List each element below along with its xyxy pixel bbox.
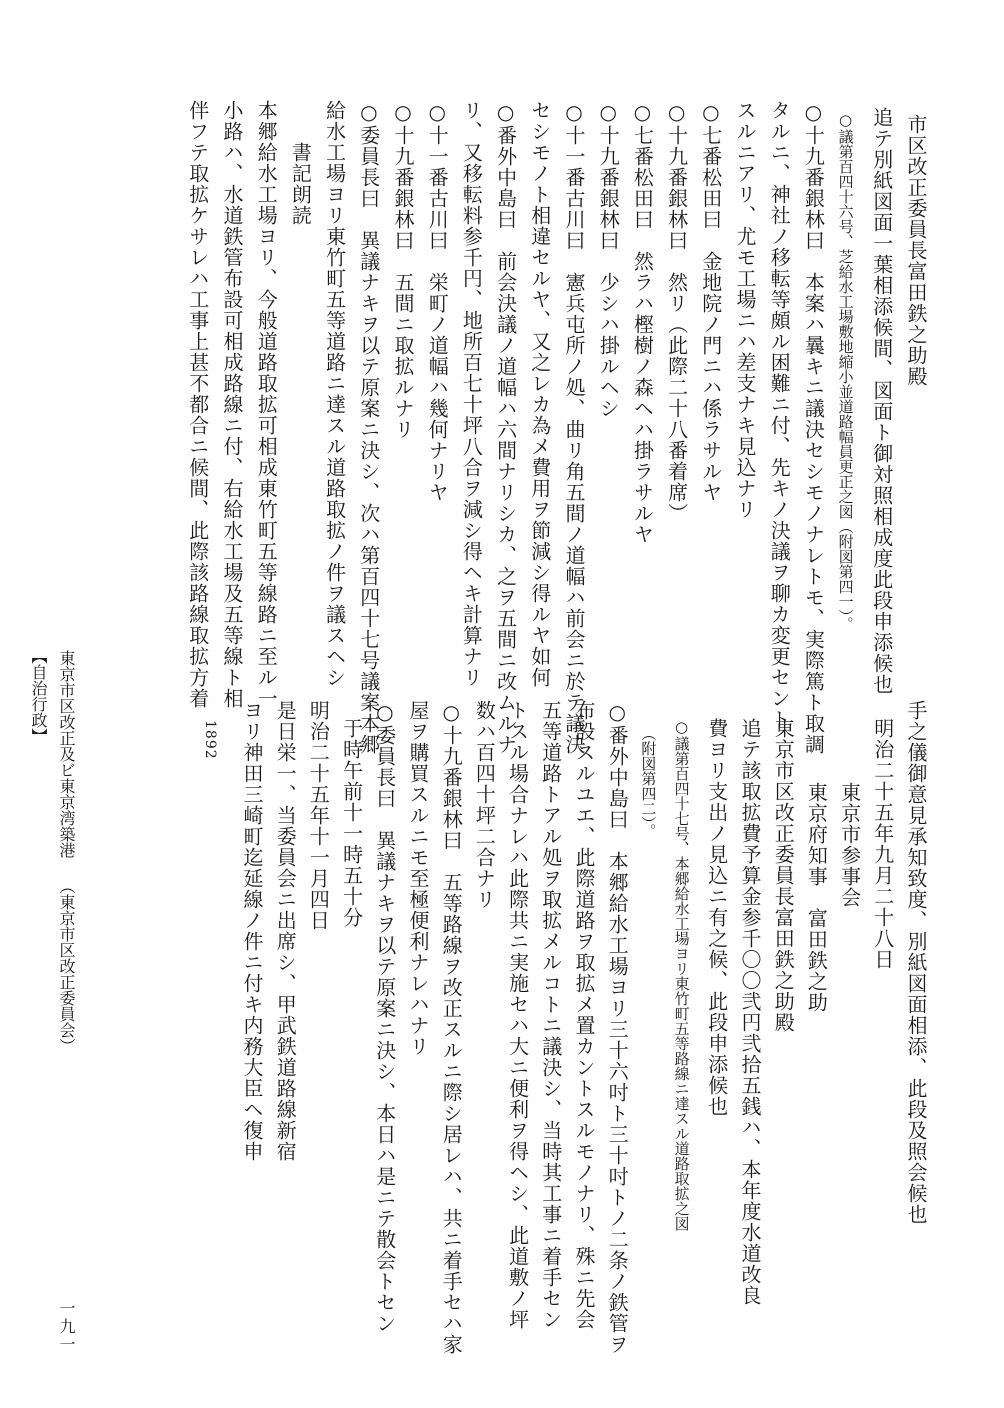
lower-text-line: 費ヨリ支出ノ見込ニ有之候、此段申添候也 (704, 718, 729, 1117)
upper-text-line: リ、又移転料参千円、地所百七十坪八合ヲ減シ得ヘキ計算ナリ (459, 100, 484, 688)
upper-text-line: ○十九番銀林曰 然リ（此際二十八番着席） (664, 100, 689, 524)
upper-text-line: ○十一番古川曰 栄町ノ道幅ハ幾何ナリヤ (425, 100, 450, 503)
upper-text-line: ○十九番銀林曰 五間ニ取拡ルナリ (391, 100, 415, 440)
upper-text-line: 小路ハ、水道鉄管布設可相成路線ニ付、右給水工場及五等線ト相 (220, 100, 244, 709)
lower-text-line: 布設スルユエ、此際道路ヲ取拡メ置カントスルモノナリ、殊ニ先会 (572, 700, 596, 1330)
lower-text-line: 明治二十五年十一月四日 (306, 700, 331, 931)
upper-text-line: タルニ、神社ノ移転等頗ル困難ニ付、先キノ決議ヲ聊カ変更セント (767, 100, 792, 730)
upper-text-line: ○七番松田曰 金地院ノ門ニハ係ラサルヤ (698, 100, 723, 503)
upper-text-line: 市区改正委員長富田鉄之助殿 (904, 114, 928, 387)
lower-text-line: 東京府知事 富田鉄之助 (804, 782, 829, 1013)
lower-text-line: 是日栄一、当委員会ニ出席シ、甲武鉄道路線新宿 (273, 700, 298, 1162)
lower-text-line: 于時午前十一時五十分 (339, 718, 364, 928)
page-number: 一九一 (57, 1300, 76, 1354)
lower-text-line: ○議第百四十七号、本郷給水工場ヨリ東竹町五等路線ニ達スル道路取拡之図 (672, 718, 691, 1231)
upper-text-line: 追テ別紙図面一葉相添候間、図面ト御対照相成度此段申添候也 (869, 107, 894, 695)
upper-text-line: ○十九番銀林曰 本案ハ曩キニ議決セシモノナレトモ、実際篤ト取調 (801, 100, 826, 755)
lower-text-line: トスル場合ナレハ此際共ニ実施セハ大ニ便利ヲ得ヘシ、此道敷ノ坪 (505, 700, 530, 1330)
upper-text-line: 給水工場ヨリ東竹町五等道路ニ達スル道路取拡ノ件ヲ議スヘシ (322, 100, 347, 688)
lower-text-line: 手之儀御意見承知致度、別紙図面相添、此段及照会候也 (904, 700, 928, 1225)
lower-text-line: 五等道路トアル処ヲ取拡メルコトニ議決シ、当時其工事ニ着手セン (538, 700, 563, 1330)
footer-section-title (58, 650, 74, 1054)
upper-text-line: セシモノト相違セルヤ、又之レカ為メ費用ヲ節減シ得ルヤ如何 (527, 100, 552, 688)
lower-text-line: （附図第四二）。 (639, 726, 658, 839)
upper-text-line: ○七番松田曰 然ラハ樫樹ノ森ヘハ掛ラサルヤ (630, 100, 655, 545)
upper-text-line: ○十九番銀林曰 少シハ掛ルヘシ (596, 100, 621, 419)
lower-text-line: 数ハ百四十坪二合ナリ (472, 700, 497, 910)
footer-subtitle: （東京市区改正委員会） (57, 878, 76, 1054)
upper-text-line: スルニアリ、尤モ工場ニハ差支ナキ見込ナリ (733, 100, 757, 520)
year-note: 1892 (202, 720, 218, 760)
upper-text-line: 書記朗読 (288, 142, 313, 226)
lower-text-line: ○番外中島曰 本郷給水工場ヨリ三十六吋ト三十吋トノ二条ノ鉄管ヲ (605, 700, 630, 1355)
lower-text-line: ヨリ神田三崎町迄延線ノ件ニ付キ内務大臣ヘ復申 (240, 700, 264, 1162)
lower-text-line: ○十九番銀林曰 五等路線ヲ改正スルニ際シ居レハ、共ニ着手セハ家 (439, 700, 464, 1355)
footer-series-label: 【自治行政】 (29, 648, 48, 744)
upper-text-line: 伴フテ取拡ケサレハ工事上甚不都合ニ候間、此際該路線取拡方着 (185, 100, 210, 709)
lower-text-line: 追テ該取拡費予算金参千〇〇弐円弐拾五銭ハ、本年度水道改良 (738, 718, 762, 1306)
lower-text-line: ○委員長曰 異議ナキヲ以テ原案ニ決シ、本日ハ是ニテ散会トセン (372, 700, 397, 1334)
lower-text-line: 屋ヲ購買スルニモ至極便利ナレハナリ (406, 700, 430, 1057)
footer-title: 東京市区改正及ビ東京湾築港 (57, 650, 76, 858)
lower-text-line: 明治二十五年九月二十八日 (870, 718, 895, 970)
upper-text-line: ○番外中島曰 前会決議ノ道幅ハ六間ナリシカ、之ヲ五間ニ改ムルナ (493, 100, 518, 755)
upper-text-line: ○十一番古川曰 憲兵屯所ノ処、曲リ角五間ノ道幅ハ前会ニ於テ議決 (562, 100, 586, 755)
lower-text-line: 東京市区改正委員長富田鉄之助殿 (771, 718, 796, 1033)
upper-text-line: 本郷給水工場ヨリ、今般道路取拡可相成東竹町五等線路ニ至ル一 (254, 100, 279, 709)
upper-text-line: ○議第百四十六号、芝給水工場敷地縮小並道路幅員更正之図（附図第四一）。 (836, 111, 855, 632)
lower-text-line: 東京市参事会 (837, 782, 862, 908)
upper-text-line: ○委員長曰 異議ナキヲ以テ原案ニ決シ、次ハ第百四十七号議案本郷 (356, 100, 381, 755)
